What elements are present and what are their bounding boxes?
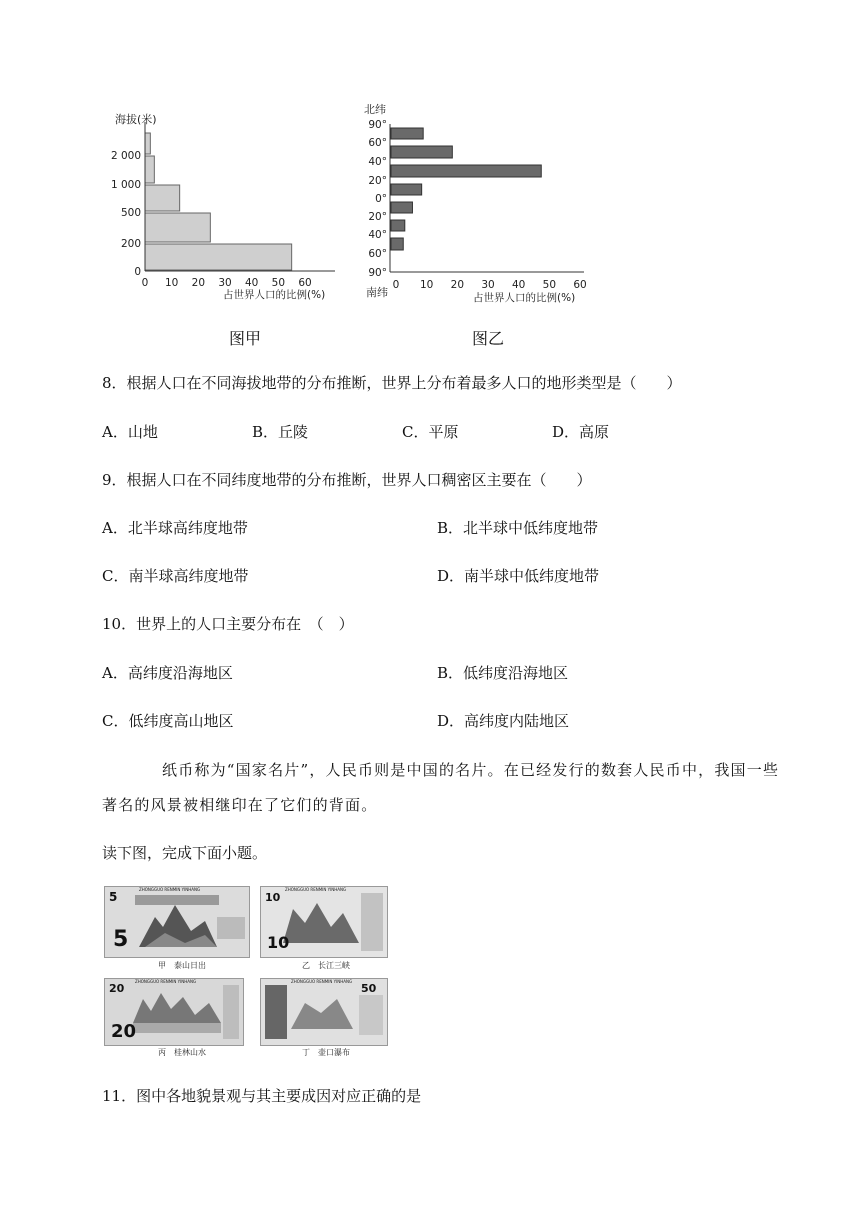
passage-instruction: 读下图，完成下面小题。 xyxy=(102,844,268,862)
chart-b-x-tick-label: 10 xyxy=(419,279,434,291)
chart-a-bar xyxy=(145,133,150,154)
chart-b-bar xyxy=(391,128,423,139)
banknote-20-denomination: 20 xyxy=(111,1021,137,1042)
chart-b-ylabel-bottom: 南纬 xyxy=(366,286,388,299)
chart-a-bar xyxy=(145,244,292,270)
figure-caption-a: 图甲 xyxy=(229,329,262,348)
chart-b-x-tick-label: 0 xyxy=(392,279,400,291)
chart-a-x-tick-label: 30 xyxy=(218,277,232,289)
chart-altitude xyxy=(105,108,345,308)
chart-b-y-tick-label: 0° xyxy=(375,193,387,205)
chart-b-y-tick-label: 40° xyxy=(368,156,387,168)
question-10-option-b[interactable]: B．低纬度沿海地区 xyxy=(437,664,569,682)
banknote-5-denomination: 5 xyxy=(113,927,129,952)
chart-a-ylabel: 海拔(米) xyxy=(115,113,157,126)
chart-b-bar xyxy=(391,220,405,231)
chart-b-y-tick-label: 90° xyxy=(368,119,387,131)
chart-b-x-tick-label: 50 xyxy=(542,279,557,291)
chart-a-x-tick-label: 10 xyxy=(164,277,179,289)
question-8-option-d[interactable]: D．高原 xyxy=(552,423,610,441)
banknote-10 xyxy=(260,886,388,958)
chart-a-bar xyxy=(145,185,180,211)
question-10-option-c[interactable]: C．低纬度高山地区 xyxy=(102,712,234,730)
question-9-option-b[interactable]: B．北半球中低纬度地带 xyxy=(437,519,599,537)
chart-b-bar xyxy=(391,146,452,158)
banknote-50-issuer: ZHONGGUO RENMIN YINHANG xyxy=(291,979,353,984)
banknote-figure xyxy=(102,884,398,1060)
chart-b-ylabel-top: 北纬 xyxy=(364,103,386,116)
banknote-10-issuer: ZHONGGUO RENMIN YINHANG xyxy=(285,887,347,892)
chart-a-bar xyxy=(145,213,210,242)
question-8-option-b[interactable]: B．丘陵 xyxy=(252,423,309,441)
question-10-stem: 10．世界上的人口主要分布在 （ ） xyxy=(102,615,354,633)
chart-a-x-tick-label: 60 xyxy=(298,277,312,289)
chart-b-bar xyxy=(391,184,422,195)
chart-b-bar xyxy=(391,238,403,250)
banknote-5-caption: 甲 泰山日出 xyxy=(158,961,206,970)
figure-caption-b: 图乙 xyxy=(472,329,505,348)
chart-b-xlabel: 占世界人口的比例(%) xyxy=(473,292,576,304)
chart-b-y-tick-label: 90° xyxy=(368,267,387,279)
banknote-5 xyxy=(104,886,250,958)
chart-b-x-tick-label: 30 xyxy=(481,279,495,291)
banknote-10-denomination: 10 xyxy=(267,933,290,952)
question-9-option-d[interactable]: D．南半球中低纬度地带 xyxy=(437,567,600,585)
passage-line-1: 纸币称为“国家名片”，人民币则是中国的名片。在已经发行的数套人民币中，我国一些 xyxy=(162,761,780,779)
chart-a-bar xyxy=(145,156,154,183)
question-10-option-d[interactable]: D．高纬度内陆地区 xyxy=(437,712,570,730)
chart-a-x-tick-label: 50 xyxy=(271,277,286,289)
question-8-option-c[interactable]: C．平原 xyxy=(402,423,459,441)
question-11-stem: 11．图中各地貌景观与其主要成因对应正确的是 xyxy=(102,1087,422,1105)
banknote-20-caption: 丙 桂林山水 xyxy=(158,1048,206,1057)
question-8-option-a[interactable]: A．山地 xyxy=(102,423,158,441)
banknote-20-denomination-top: 20 xyxy=(109,982,125,995)
chart-b-y-tick-label: 40° xyxy=(368,229,387,241)
chart-b-y-tick-label: 60° xyxy=(368,248,387,260)
question-9-stem: 9．根据人口在不同纬度地带的分布推断，世界人口稠密区主要在（ ） xyxy=(102,471,592,489)
chart-a-xlabel: 占世界人口的比例(%) xyxy=(223,289,326,301)
chart-b-y-tick-label: 20° xyxy=(368,175,387,187)
chart-b-x-tick-label: 60 xyxy=(573,279,587,291)
question-9-option-a[interactable]: A．北半球高纬度地带 xyxy=(102,519,248,537)
chart-a-x-tick-label: 0 xyxy=(141,277,149,289)
banknote-5-denomination-top: 5 xyxy=(109,890,118,904)
chart-b-x-tick-label: 20 xyxy=(450,279,465,291)
banknote-50 xyxy=(260,978,388,1046)
chart-a-x-tick-label: 20 xyxy=(191,277,206,289)
chart-a-y-tick-label: 1 000 xyxy=(110,179,141,191)
chart-b-x-tick-label: 40 xyxy=(511,279,526,291)
chart-a-y-tick-label: 500 xyxy=(120,207,141,219)
chart-a-x-tick-label: 40 xyxy=(244,277,259,289)
passage-line-2: 著名的风景被相继印在了它们的背面。 xyxy=(102,796,378,814)
banknote-10-denomination-top: 10 xyxy=(265,891,281,904)
banknote-10-caption: 乙 长江三峡 xyxy=(302,961,350,970)
question-8-stem: 8．根据人口在不同海拔地带的分布推断，世界上分布着最多人口的地形类型是（ ） xyxy=(102,374,682,392)
banknote-50-caption: 丁 壶口瀑布 xyxy=(302,1048,350,1057)
banknote-50-denomination: 50 xyxy=(361,982,377,995)
chart-latitude xyxy=(360,100,610,310)
chart-a-y-tick-label: 0 xyxy=(134,266,141,278)
chart-b-bar xyxy=(391,165,541,177)
chart-a-y-tick-label: 200 xyxy=(120,238,141,250)
question-10-option-a[interactable]: A．高纬度沿海地区 xyxy=(102,664,233,682)
banknote-5-issuer: ZHONGGUO RENMIN YINHANG xyxy=(139,887,201,892)
question-9-option-c[interactable]: C．南半球高纬度地带 xyxy=(102,567,249,585)
banknote-20-issuer: ZHONGGUO RENMIN YINHANG xyxy=(135,979,197,984)
chart-b-y-tick-label: 20° xyxy=(368,211,387,223)
chart-a-y-tick-label: 2 000 xyxy=(110,150,141,162)
chart-b-bar xyxy=(391,202,412,213)
chart-b-y-tick-label: 60° xyxy=(368,137,387,149)
banknote-20 xyxy=(104,978,244,1046)
